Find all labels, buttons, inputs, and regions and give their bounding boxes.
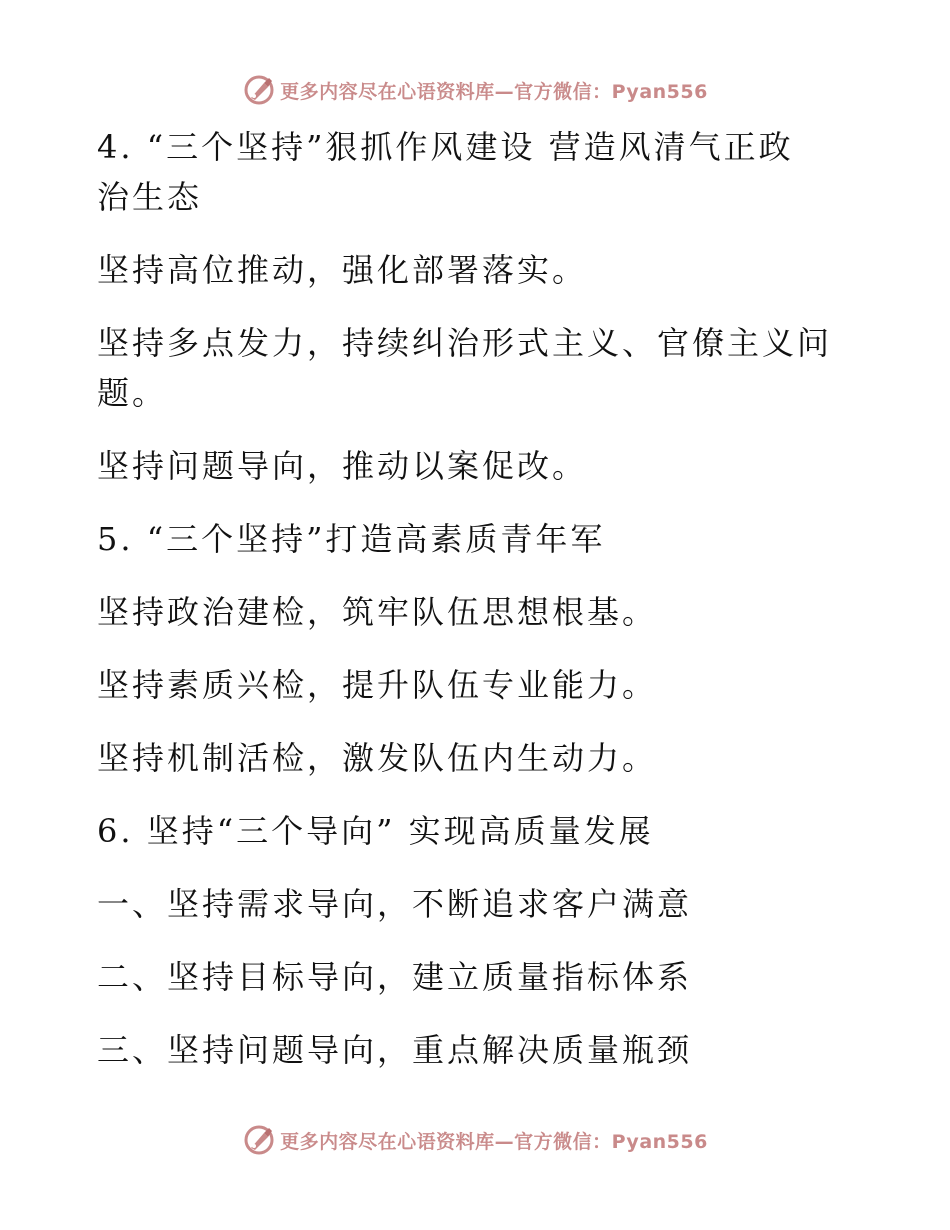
- pen-logo-icon: [242, 73, 276, 107]
- header-watermark: [0, 70, 950, 110]
- heading-6: 6. 坚持“三个导向” 实现高质量发展: [97, 812, 654, 850]
- paragraph-line: 坚持政治建检，筑牢队伍思想根基。: [97, 593, 658, 631]
- list-item: 三、坚持问题导向，重点解决质量瓶颈: [97, 1031, 693, 1069]
- watermark-text: 更多内容尽在心语资料库—官方微信：Pyan556: [280, 80, 708, 103]
- heading-4-line-1: 4. “三个坚持”狠抓作风建设 营造风清气正政: [97, 128, 794, 166]
- list-item: 一、坚持需求导向，不断追求客户满意: [97, 885, 693, 923]
- watermark-text: 更多内容尽在心语资料库—官方微信：Pyan556: [280, 1130, 708, 1153]
- paragraph-line: 坚持素质兴检，提升队伍专业能力。: [97, 666, 658, 704]
- paragraph-line: 坚持多点发力，持续纠治形式主义、官僚主义问: [97, 324, 833, 362]
- paragraph-line: 坚持高位推动，强化部署落实。: [97, 251, 588, 289]
- heading-4-line-2: 治生态: [97, 178, 203, 216]
- footer-watermark: [0, 1120, 950, 1160]
- list-item: 二、坚持目标导向，建立质量指标体系: [97, 958, 693, 996]
- pen-logo-icon: [242, 1123, 276, 1157]
- document-body: [97, 122, 837, 1075]
- paragraph-line: 坚持问题导向，推动以案促改。: [97, 447, 588, 485]
- paragraph-line: 题。: [97, 374, 168, 412]
- paragraph-line: 坚持机制活检，激发队伍内生动力。: [97, 739, 658, 777]
- heading-5: 5. “三个坚持”打造高素质青年军: [97, 520, 606, 558]
